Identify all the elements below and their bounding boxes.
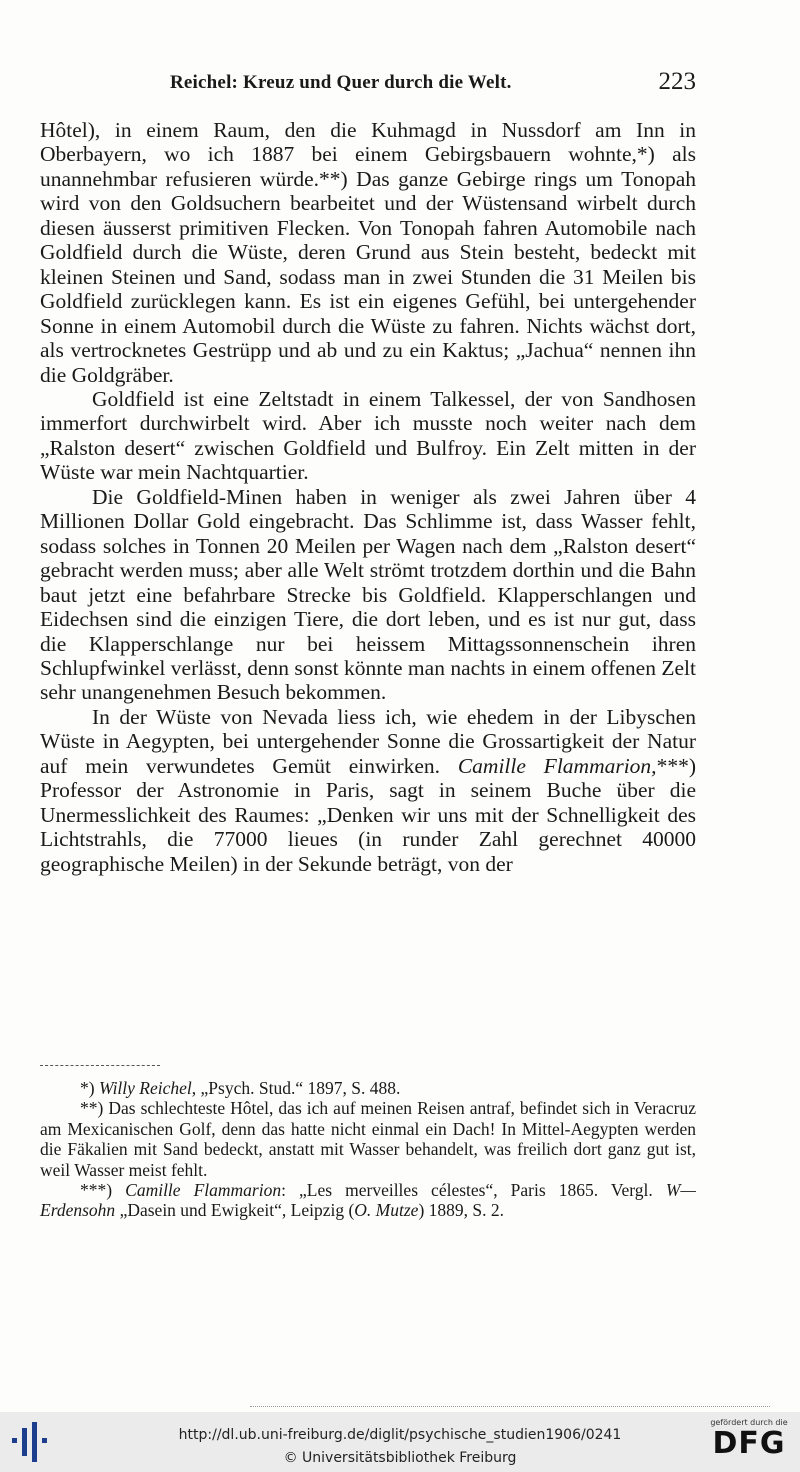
footnote — [40, 1180, 696, 1221]
page-header — [40, 70, 696, 102]
footnote — [40, 1078, 696, 1098]
footnote-mark: *) — [80, 1078, 99, 1098]
paragraph: Goldfield ist eine Zeltstadt in einem Talkessel, der von Sandhosen immerfort durchwirbelt wird. Aber ich musste noch weiter nach dem „Ralston desert“ zwischen Goldfield und Bulfroy. Ein Zelt mitten in der Wüste war mein Nachtquartier. — [40, 386, 696, 485]
document-url-link[interactable]: http://dl.ub.uni-freiburg.de/diglit/psychische_studien1906/0241 — [178, 1427, 622, 1443]
dfg-logo-text: DFG — [712, 1426, 786, 1461]
footnote: **) Das schlechteste Hôtel, das ich auf meinen Reisen antraf, befindet sich in Veracruz am Mexicanischen Golf, denn das hatte nicht einmal ein Dach! In Mittel-Aegypten werden die Fäkalien mit Sand bedeckt, anstatt mit Wasser behandelt, was freilich dort ganz gut ist, weil Wasser meist fehlt. — [40, 1098, 696, 1180]
footnote-author: Willy Reichel — [98, 1078, 192, 1098]
paragraph: Hôtel), in einem Raum, den die Kuhmagd in Nussdorf am Inn in Oberbayern, wo ich 1887 bei einem Gebirgsbauern wohnte,*) als unannehmbar refusieren würde.**) Das ganze Gebirge rings um Tonopah wird von den Goldsuchern bearbeitet und der Wüstensand wirbelt durch diesen äusserst primitiven Flecken. Von Tonopah fahren Automobile nach Goldfield durch die Wüste, deren Grund aus Stein besteht, bedeckt mit kleinen Steinen und Sand, sodass man in zwei Stunden die 31 Meilen bis Goldfield zurücklegen kann. Es ist ein eigenes Gefühl, bei untergehender Sonne in einem Automobil durch die Wüste zu fahren. Nichts wächst dort, als vertrocknetes Gestrüpp und ab und zu ein Kaktus; „Jachua“ nennen ihn die Goldgräber. — [40, 118, 696, 387]
copyright-text: © Universitätsbibliothek Freiburg — [283, 1450, 517, 1466]
page-number: 223 — [658, 68, 696, 95]
footnote-text: , „Psych. Stud.“ 1897, S. 488. — [191, 1078, 401, 1098]
footnotes — [40, 1078, 696, 1221]
body-text — [40, 118, 696, 876]
footnote-publisher: O. Mutze — [354, 1200, 419, 1221]
dfg-logo — [706, 1418, 792, 1468]
footnote-rule — [40, 1065, 160, 1066]
running-title: Reichel: Kreuz und Quer durch die Welt. — [170, 72, 512, 93]
footnote-mark: ***) — [80, 1180, 126, 1201]
footnote-author: W— Erdensohn — [40, 1180, 696, 1221]
paragraph: Die Goldfield-Minen haben in weniger als zwei Jahren über 4 Millionen Dollar Gold eingebracht. Das Schlimme ist, dass Wasser fehlt, sodass solches in Tonnen 20 Meilen per Wagen nach dem „Ralston desert“ gebracht werden muss; aber alle Welt strömt trotzdem dorthin und die Bahn baut jetzt eine befahrbare Strecke bis Goldfield. Klapperschlangen und Eidechsen sind die einzigen Tiere, die dort leben, und es ist nur gut, dass die Klapperschlange nur bei heissem Mittagssonnenschein ihren Schlupfwinkel verlässt, denn sonst könnte man nachts in einem offenen Zelt sehr unangenehmen Besuch bekommen. — [40, 484, 696, 705]
footnote-text: „Dasein und Ewigkeit“, Leipzig ( — [115, 1200, 355, 1221]
dfg-tagline: gefördert durch die — [710, 1418, 788, 1427]
footer-bar — [0, 1412, 800, 1472]
footnote-text: : „Les merveilles célestes“, Paris 1865. Vergl. — [281, 1180, 666, 1201]
author-name: Camille Flammarion, — [457, 753, 657, 778]
paragraph — [40, 705, 696, 876]
footnote-text: ) 1889, S. 2. — [418, 1200, 504, 1221]
footnote-author: Camille Flammarion — [125, 1180, 282, 1201]
paragraph-text: In der Wüste von Nevada liess ich, wie ehedem in der Libyschen Wüste in Aegypten, bei untergehender Sonne die Grossartigkeit der Natur auf mein verwundetes Gemüt einwirken. — [40, 704, 696, 778]
paragraph-text: ***) Professor der Astronomie in Paris, sagt in seinem Buche über die Unermesslichkeit des Raumes: „Denken wir uns mit der Schnelligkeit des Lichtstrahls, die 77000 lieues (in runder Zahl gerechnet 40000 geographische Meilen) in der Sekunde beträgt, von der — [40, 753, 696, 876]
